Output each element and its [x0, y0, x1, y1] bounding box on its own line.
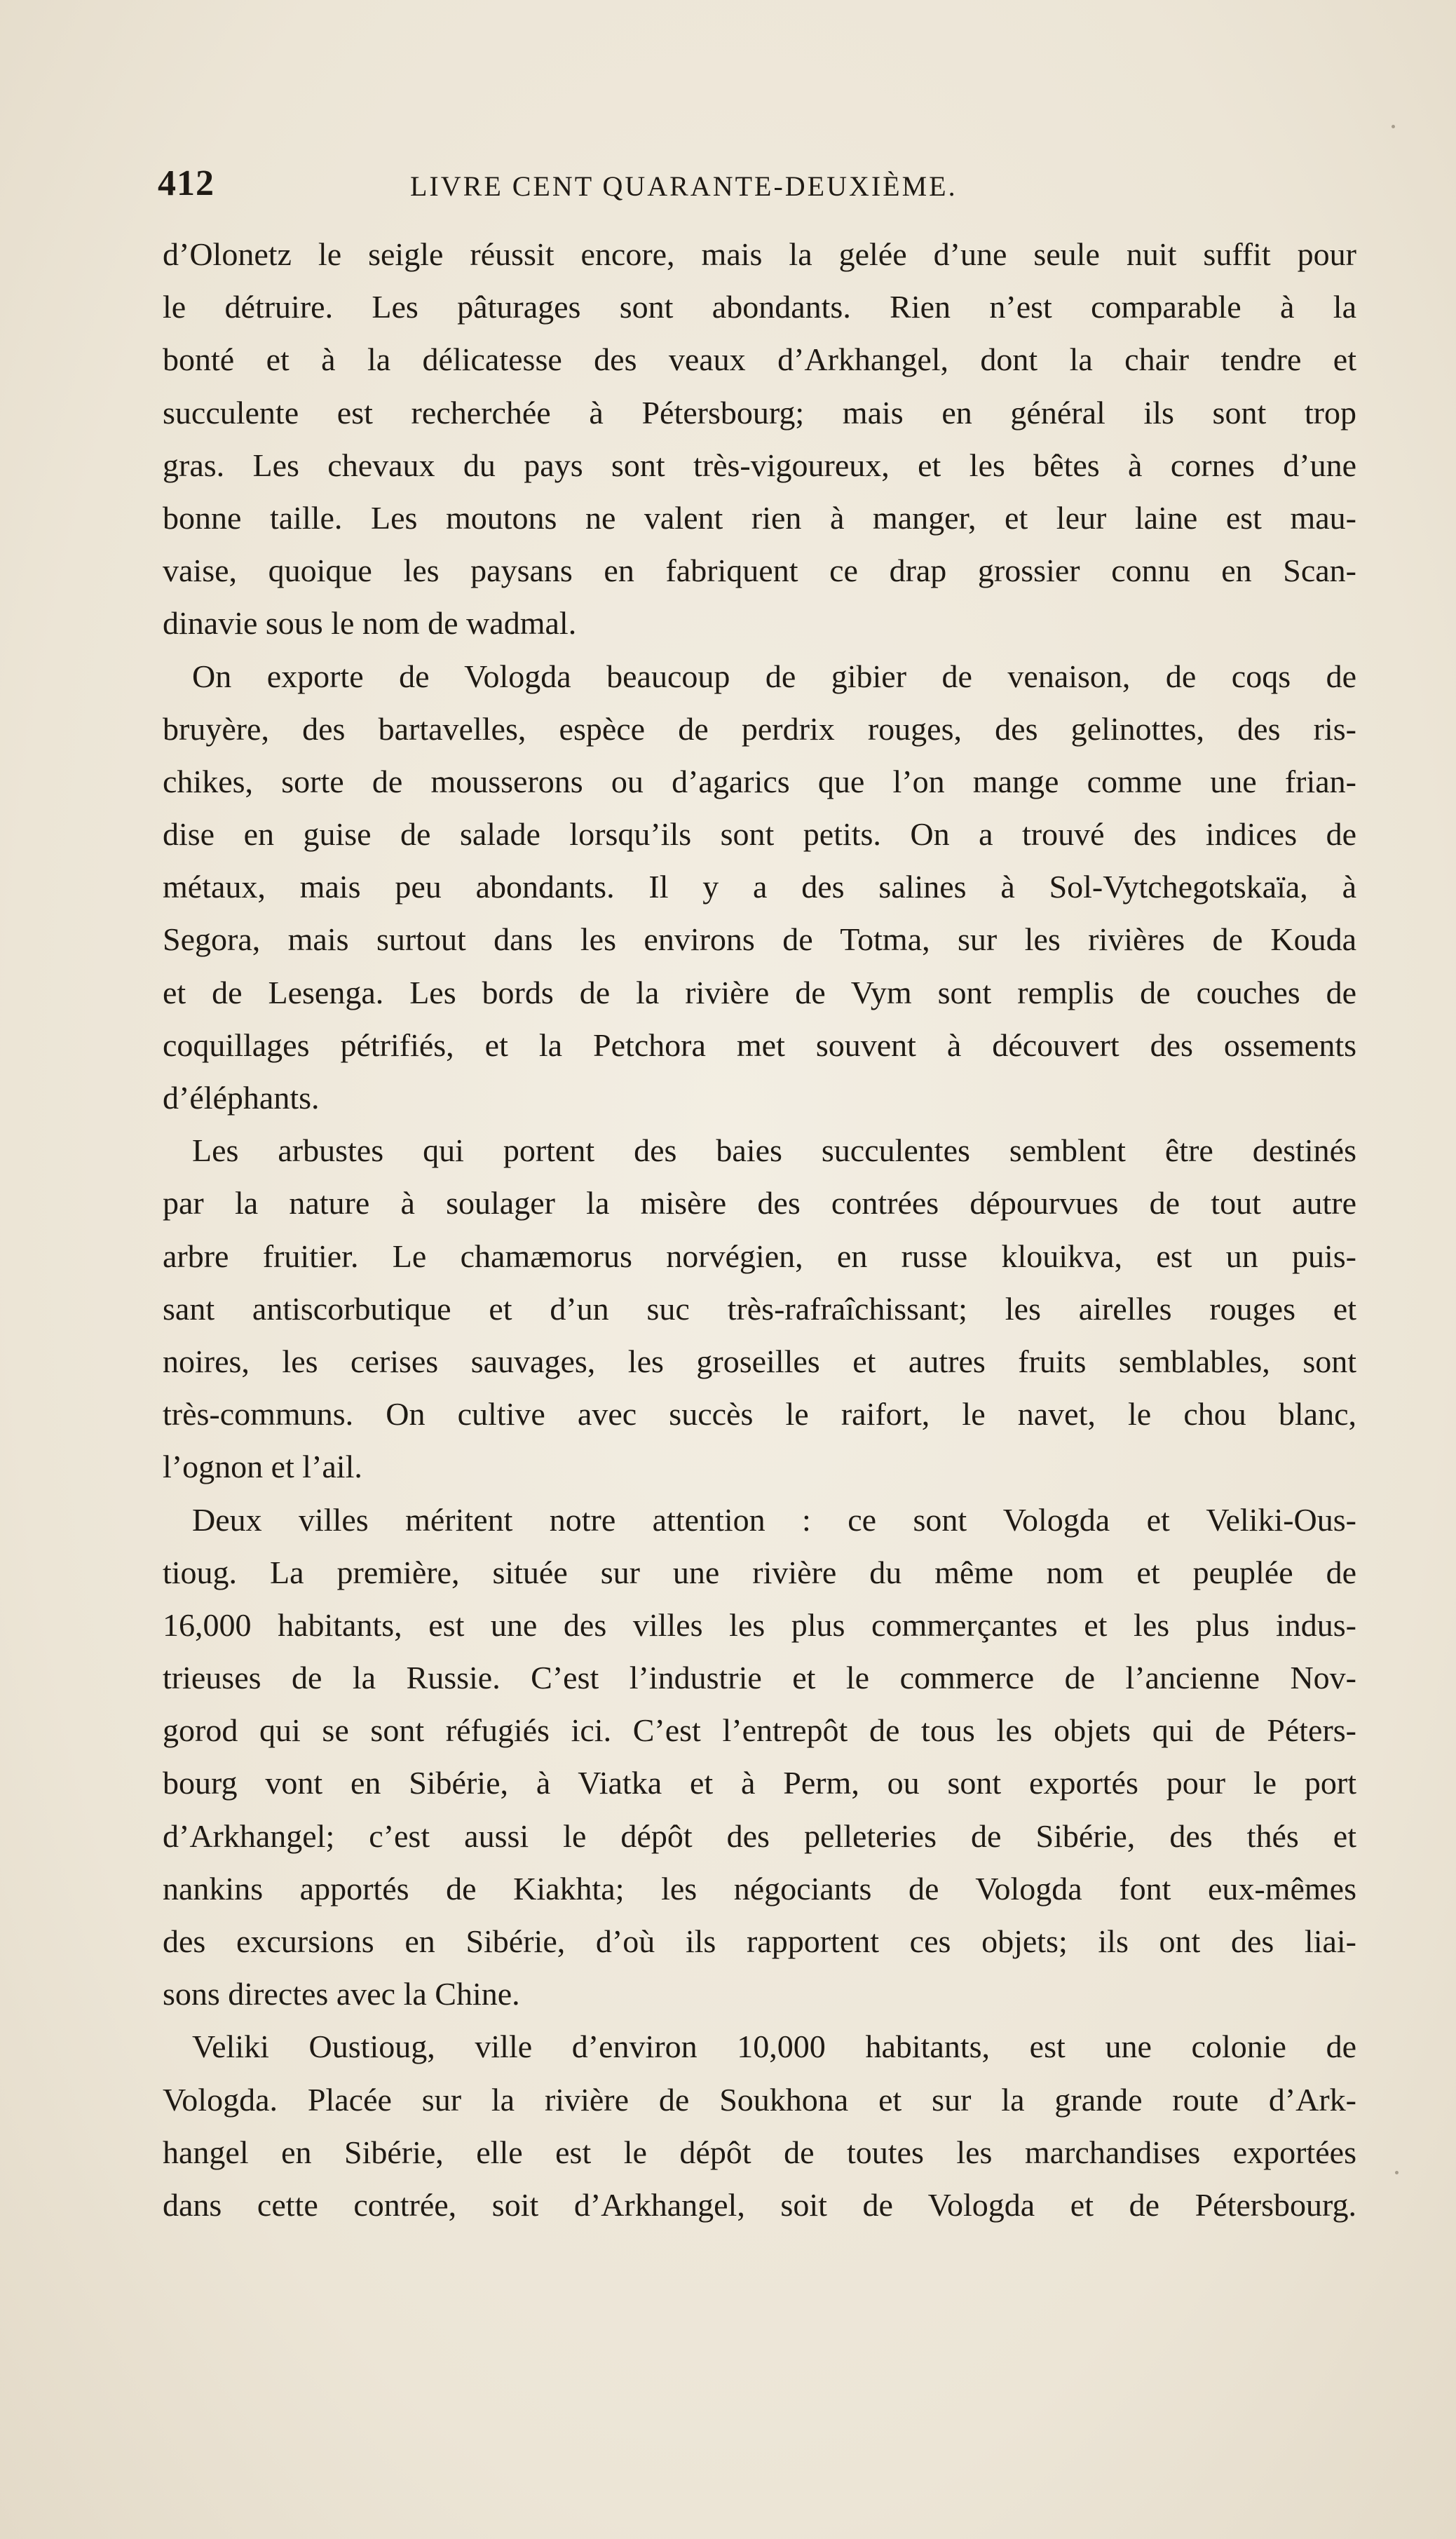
text-line: Veliki Oustioug, ville d’environ 10,000 habitants, est une colonie de	[192, 2029, 1356, 2065]
text-line: hangel en Sibérie, elle est le dépôt de toutes les marchandises exportées	[163, 2134, 1356, 2170]
body-text	[163, 228, 1356, 2231]
text-line: coquillages pétrifiés, et la Petchora met souvent à découvert des ossements	[163, 1027, 1356, 1063]
page-number: 412	[158, 163, 215, 203]
paper-speck	[1395, 2171, 1399, 2174]
text-line: Les arbustes qui portent des baies succulentes semblent être destinés	[192, 1132, 1356, 1169]
text-line: d’Arkhangel; c’est aussi le dépôt des pelleteries de Sibérie, des thés et	[163, 1817, 1356, 1854]
text-line: des excursions en Sibérie, d’où ils rapportent ces objets; ils ont des liai-	[163, 1923, 1356, 1959]
text-line: d’Olonetz le seigle réussit encore, mais la gelée d’une seule nuit suffit pour	[163, 236, 1356, 272]
text-line: bourg vont en Sibérie, à Viatka et à Perm, ou sont exportés pour le port	[163, 1765, 1356, 1801]
text-line: trieuses de la Russie. C’est l’industrie et le commerce de l’ancienne Nov-	[163, 1660, 1356, 1696]
text-line: gorod qui se sont réfugiés ici. C’est l’entrepôt de tous les objets qui de Péters-	[163, 1712, 1356, 1749]
text-line: le détruire. Les pâturages sont abondants. Rien n’est comparable à la	[163, 289, 1356, 325]
text-line: bonté et à la délicatesse des veaux d’Arkhangel, dont la chair tendre et	[163, 341, 1356, 378]
text-line: tioug. La première, située sur une rivière du même nom et peuplée de	[163, 1554, 1356, 1590]
text-line: gras. Les chevaux du pays sont très-vigoureux, et les bêtes à cornes d’une	[163, 447, 1356, 483]
text-line: Vologda. Placée sur la rivière de Soukhona et sur la grande route d’Ark-	[163, 2081, 1356, 2118]
text-line: bonne taille. Les moutons ne valent rien à manger, et leur laine est mau-	[163, 499, 1356, 536]
text-line: arbre fruitier. Le chamæmorus norvégien, en russe klouikva, est un puis-	[163, 1238, 1356, 1274]
text-line: chikes, sorte de mousserons ou d’agarics que l’on mange comme une frian-	[163, 763, 1356, 799]
text-line: sons directes avec la Chine.	[163, 1976, 520, 2012]
text-line: noires, les cerises sauvages, les groseilles et autres fruits semblables, sont	[163, 1343, 1356, 1379]
text-line: très-communs. On cultive avec succès le raifort, le navet, le chou blanc,	[163, 1396, 1356, 1433]
paper-speck	[1392, 125, 1395, 128]
text-line: Deux villes méritent notre attention : ce sont Vologda et Veliki-Ous-	[192, 1501, 1356, 1538]
text-line: dans cette contrée, soit d’Arkhangel, soit de Vologda et de Pétersbourg.	[163, 2186, 1356, 2223]
text-line: sant antiscorbutique et d’un suc très-rafraîchissant; les airelles rouges et	[163, 1290, 1356, 1327]
text-line: par la nature à soulager la misère des contrées dépourvues de tout autre	[163, 1185, 1356, 1221]
text-line: 16,000 habitants, est une des villes les plus commerçantes et les plus indus-	[163, 1606, 1356, 1643]
text-line: Segora, mais surtout dans les environs de Totma, sur les rivières de Kouda	[163, 921, 1356, 958]
text-line: succulente est recherchée à Pétersbourg; mais en général ils sont trop	[163, 394, 1356, 431]
text-line: d’éléphants.	[163, 1080, 320, 1116]
running-head: LIVRE CENT QUARANTE-DEUXIÈME.	[410, 170, 958, 202]
text-line: On exporte de Vologda beaucoup de gibier de venaison, de coqs de	[192, 658, 1356, 694]
text-line: nankins apportés de Kiakhta; les négociants de Vologda font eux-mêmes	[163, 1870, 1356, 1907]
text-line: l’ognon et l’ail.	[163, 1449, 362, 1485]
text-line: bruyère, des bartavelles, espèce de perdrix rouges, des gelinottes, des ris-	[163, 710, 1356, 747]
text-line: vaise, quoique les paysans en fabriquent ce drap grossier connu en Scan-	[163, 553, 1356, 589]
text-line: dise en guise de salade lorsqu’ils sont petits. On a trouvé des indices de	[163, 816, 1356, 853]
text-line: dinavie sous le nom de wadmal.	[163, 605, 577, 642]
text-line: métaux, mais peu abondants. Il y a des salines à Sol-Vytchegotskaïa, à	[163, 869, 1356, 905]
text-line: et de Lesenga. Les bords de la rivière de Vym sont remplis de couches de	[163, 974, 1356, 1010]
page-header	[158, 163, 1356, 205]
